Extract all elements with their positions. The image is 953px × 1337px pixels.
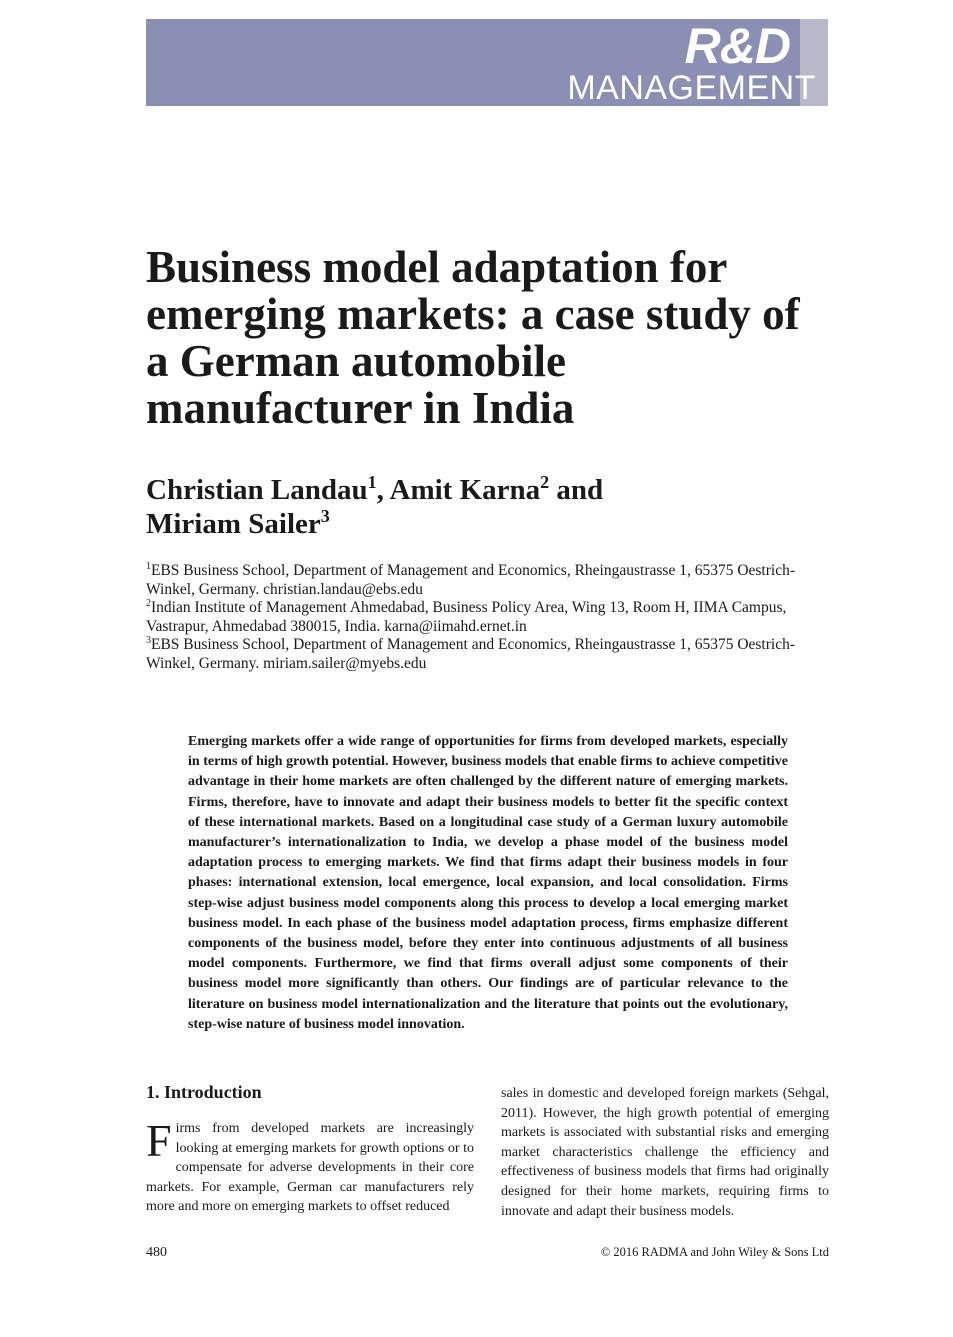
- affiliation-text: EBS Business School, Department of Management and Economics, Rheingaustrasse 1, 65375 Oestrich-Winkel, Germany. miriam.sailer@myebs.edu: [146, 636, 795, 672]
- affiliation: [146, 599, 806, 636]
- page-number: 480: [146, 1245, 167, 1260]
- affiliation-marker: 3: [146, 635, 151, 647]
- author-name: Miriam Sailer: [146, 508, 321, 540]
- author-name: Christian Landau: [146, 474, 368, 506]
- author-separator: ,: [376, 474, 390, 506]
- author-affil-marker: 2: [540, 472, 550, 492]
- intro-column-right: sales in domestic and developed foreign markets (Sehgal, 2011). However, the high growth potential of emerging markets is associated with substantial risks and emerging market characteristics challenge the efficiency and effectiveness of business models that firms had originally designed for their home markets, requiring firms to innovate and adapt their business models.: [501, 1086, 829, 1219]
- copyright-notice: © 2016 RADMA and John Wiley & Sons Ltd: [600, 1245, 829, 1259]
- section-heading-introduction: 1. Introduction: [146, 1082, 262, 1102]
- intro-text-left: irms from developed markets are increasingly looking at emerging markets for growth options or to compensate for adverse developments in their core markets. For example, German car manufacturers rely more and more on emerging markets to offset reduced: [146, 1121, 474, 1215]
- journal-logo-management: MANAGEMENT: [567, 69, 816, 107]
- affiliation-text: Indian Institute of Management Ahmedabad, Business Policy Area, Wing 13, Room H, IIMA Campus, Vastrapur, Ahmedabad 380015, India. karna@iimahd.ernet.in: [146, 599, 787, 635]
- affiliations: [146, 562, 806, 674]
- intro-column-left: [146, 1115, 474, 1217]
- affiliation-marker: 2: [146, 598, 151, 610]
- journal-logo-rd: R&D: [684, 18, 790, 74]
- affiliation-marker: 1: [146, 561, 151, 572]
- author-name: Amit Karna: [389, 474, 541, 506]
- journal-banner: [146, 19, 828, 106]
- affiliation: [146, 562, 806, 599]
- author-list: [146, 473, 786, 541]
- abstract: Emerging markets offer a wide range of opportunities for firms from developed markets, especially in terms of high growth potential. However, business models that enable firms to achieve competitive advantage in their home markets are often challenged by the different nature of emerging markets. Firms, therefore, have to innovate and adapt their business models to better fit the specific context of these international markets. Based on a longitudinal case study of a German luxury automobile manufacturer’s internationalization to India, we develop a phase model of the business model adaptation process to emerging markets. We find that firms adapt their business models in four phases: international extension, local emergence, local expansion, and local consolidation. Firms step-wise adjust business model components along this process to develop a local emerging market business model. In each phase of the business model adaptation process, firms emphasize different components of the business model, before they enter into continuous adjustments of all business model components. Furthermore, we find that firms overall adjust some components of their business model more significantly than others. Our findings are of particular relevance to the literature on business model internationalization and the literature that points out the evolutionary, step-wise nature of business model innovation.: [188, 734, 788, 1032]
- author-affil-marker: 3: [320, 506, 330, 526]
- author-affil-marker: 1: [367, 472, 377, 492]
- affiliation: [146, 636, 806, 673]
- article-title: Business model adaptation for emerging markets: a case study of a German automobile manufacturer in India: [146, 242, 800, 433]
- drop-cap: F: [146, 1115, 172, 1166]
- author-separator: and: [549, 474, 604, 506]
- affiliation-text: EBS Business School, Department of Management and Economics, Rheingaustrasse 1, 65375 Oestrich-Winkel, Germany. christian.landau@ebs.edu: [146, 562, 795, 598]
